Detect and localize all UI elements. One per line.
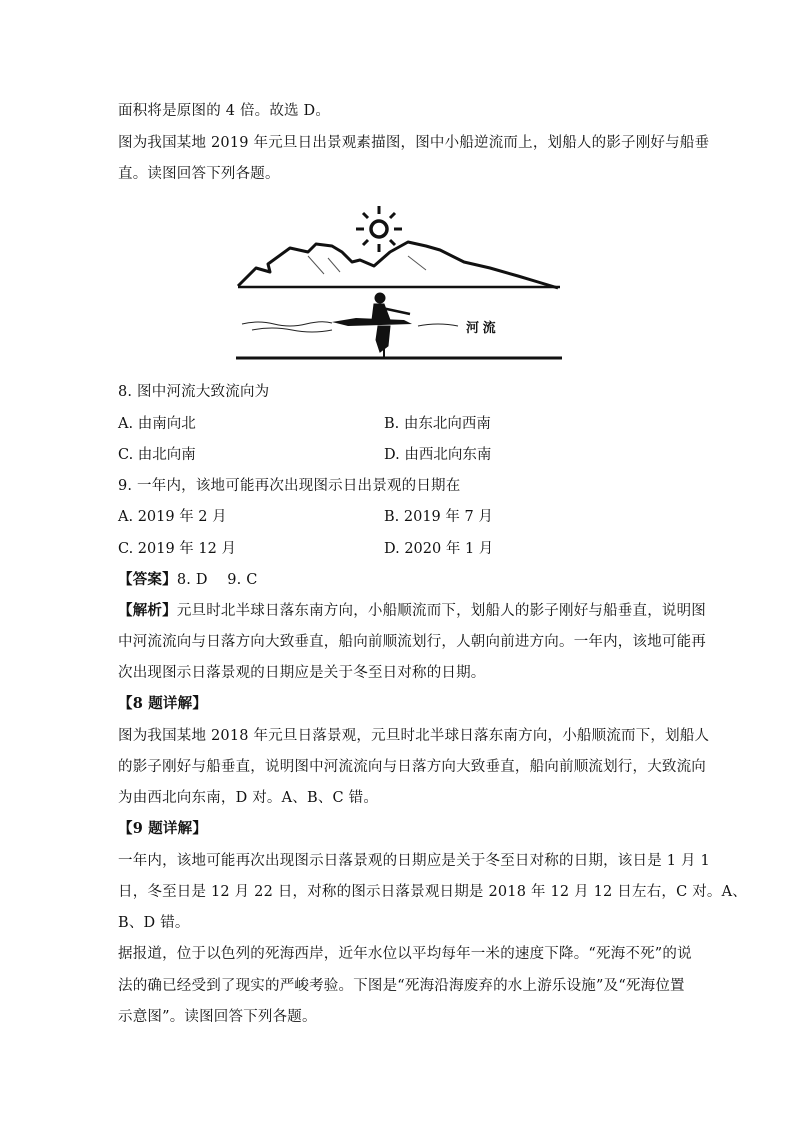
intro-line-2: 图为我国某地 2019 年元旦日出景观素描图，图中小船逆流而上，划船人的影子刚好与船垂 [118, 135, 710, 151]
answer-line [118, 570, 258, 590]
answer-text: 8. D 9. C [176, 572, 258, 588]
detail-8-line-3: 为由西北向东南，D 对。A、B、C 错。 [118, 790, 379, 806]
next-passage-line-1: 据报道，位于以色列的死海西岸，近年水位以平均每年一米的速度下降。“死海不死”的说 [118, 946, 692, 962]
q8-option-d: D. 由西北向东南 [384, 447, 492, 463]
analysis-label: 【解析】 [118, 602, 177, 619]
q8-option-c: C. 由北向南 [118, 447, 196, 463]
intro-line-1: 面积将是原图的 4 倍。故选 D。 [118, 103, 331, 119]
q9-option-d: D. 2020 年 1 月 [384, 541, 494, 557]
next-passage-line-3: 示意图”。读图回答下列各题。 [118, 1009, 317, 1025]
q8-option-b: B. 由东北向西南 [384, 416, 491, 432]
detail-8-line-1: 图为我国某地 2018 年元旦日落景观，元旦时北半球日落东南方向，小船顺流而下，划船人 [118, 728, 710, 744]
intro-line-3: 直。读图回答下列各题。 [118, 166, 280, 182]
river-label: 河 流 [466, 320, 496, 335]
detail-8-line-2: 的影子刚好与船垂直，说明图中河流流向与日落方向大致垂直，船向前顺流划行，大致流向 [118, 759, 706, 775]
rower-figure [372, 293, 410, 358]
next-passage-line-2: 法的确已经受到了现实的严峻考验。下图是“死海沿海废弃的水上游乐设施”及“死海位置 [118, 978, 685, 994]
analysis-line-3: 次出现图示日落景观的日期应是关于冬至日对称的日期。 [118, 665, 486, 681]
answer-label: 【答案】 [118, 571, 177, 588]
analysis-text-1: 元旦时北半球日落东南方向，小船顺流而下，划船人的影子刚好与船垂直，说明图 [176, 603, 707, 619]
q9-option-b: B. 2019 年 7 月 [384, 509, 493, 525]
q9-option-c: C. 2019 年 12 月 [118, 541, 236, 557]
analysis-line-1 [118, 601, 706, 621]
analysis-line-2: 中河流流向与日落方向大致垂直，船向前顺流划行，人朝向前进方向。一年内，该地可能再 [118, 634, 706, 650]
detail-8-title: 【8 题详解】 [118, 695, 208, 712]
sun-icon [356, 206, 402, 252]
question-8-stem: 8. 图中河流大致流向为 [118, 384, 270, 400]
detail-9-line-2: 日，冬至日是 12 月 22 日，对称的图示日落景观日期是 2018 年 12 月 12 日左右，C 对。A、 [118, 884, 747, 900]
question-9-stem: 9. 一年内，该地可能再次出现图示日出景观的日期在 [118, 478, 461, 494]
mountain-ridge [238, 242, 558, 288]
sunrise-river-sketch [228, 200, 568, 370]
detail-9-line-3: B、D 错。 [118, 915, 190, 931]
detail-9-line-1: 一年内，该地可能再次出现图示日落景观的日期应是关于冬至日对称的日期，该日是 1 月 1 [118, 853, 710, 869]
detail-9-title: 【9 题详解】 [118, 820, 208, 837]
mountain-foot [308, 256, 426, 274]
q9-option-a: A. 2019 年 2 月 [118, 509, 227, 525]
q8-option-a: A. 由南向北 [118, 416, 196, 432]
